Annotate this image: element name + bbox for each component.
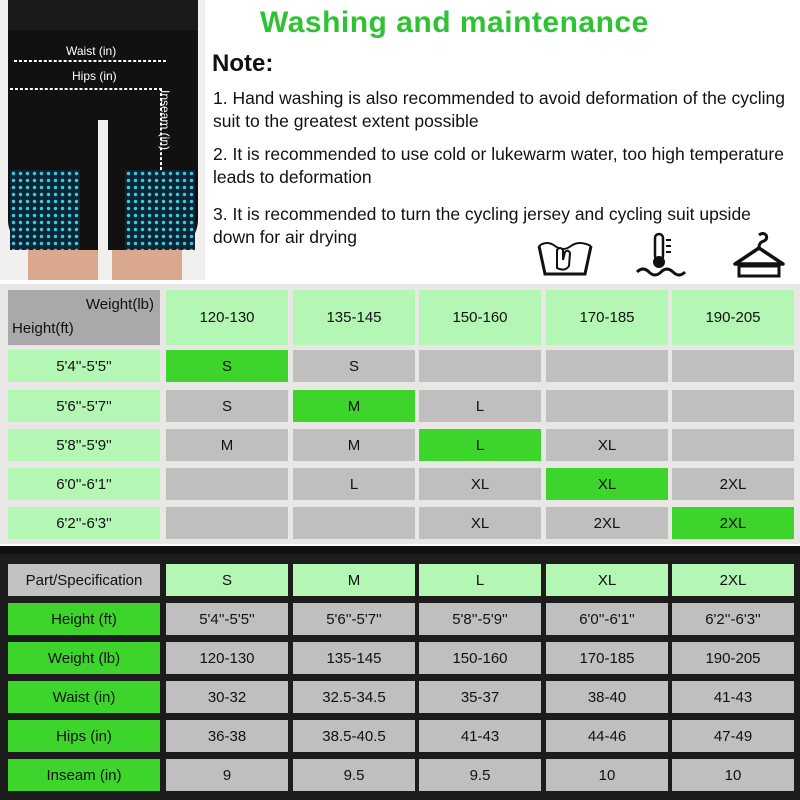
spec-row-label: Waist (in) (8, 681, 160, 713)
height-row-label: 5'6''-5'7'' (8, 390, 160, 422)
height-row-label: 6'0''-6'1'' (8, 468, 160, 500)
hand-wash-icon (535, 232, 595, 280)
spec-value: 5'8''-5'9'' (419, 603, 541, 635)
size-cell: 2XL (546, 507, 668, 539)
water-temperature-icon (633, 232, 689, 280)
spec-value: 10 (672, 759, 794, 791)
size-header: L (419, 564, 541, 596)
size-specification-table (0, 554, 800, 800)
spec-value: 6'0''-6'1'' (546, 603, 668, 635)
spec-value: 47-49 (672, 720, 794, 752)
height-row-label: 6'2''-6'3'' (8, 507, 160, 539)
size-cell: S (166, 390, 288, 422)
weight-header: 150-160 (419, 290, 541, 345)
weight-header: 190-205 (672, 290, 794, 345)
size-cell (166, 507, 288, 539)
spec-row-label: Inseam (in) (8, 759, 160, 791)
size-cell (546, 350, 668, 382)
size-cell (672, 350, 794, 382)
spec-value: 5'4''-5'5'' (166, 603, 288, 635)
size-header: XL (546, 564, 668, 596)
size-cell: M (293, 390, 415, 422)
spec-value: 38.5-40.5 (293, 720, 415, 752)
product-photo (0, 0, 205, 280)
spec-value: 150-160 (419, 642, 541, 674)
spec-value: 135-145 (293, 642, 415, 674)
spec-row-label: Hips (in) (8, 720, 160, 752)
waist-line (14, 60, 166, 62)
height-row-label: 5'4''-5'5'' (8, 350, 160, 382)
note-heading: Note: (212, 50, 274, 77)
height-row-label: 5'8''-5'9'' (8, 429, 160, 461)
spec-value: 6'2''-6'3'' (672, 603, 794, 635)
size-cell: M (293, 429, 415, 461)
height-weight-size-chart (0, 284, 800, 544)
size-cell (672, 390, 794, 422)
note-1: 1. Hand washing is also recommended to avoid deformation of the cycling suit to the greatest extent possible (213, 88, 785, 131)
size-cell: S (293, 350, 415, 382)
spec-row-label: Height (ft) (8, 603, 160, 635)
spec-value: 9.5 (293, 759, 415, 791)
spec-value: 9 (166, 759, 288, 791)
spec-value: 5'6''-5'7'' (293, 603, 415, 635)
hips-label: Hips (in) (72, 69, 117, 83)
spec-value: 41-43 (672, 681, 794, 713)
note-2: 2. It is recommended to use cold or lukewarm water, too high temperature leads to deformation (213, 144, 784, 187)
size-cell: XL (546, 429, 668, 461)
spec-corner: Part/Specification (8, 564, 160, 596)
spec-value: 170-185 (546, 642, 668, 674)
note-3: 3. It is recommended to turn the cycling jersey and cycling suit upside down for air drying (213, 204, 751, 247)
section-divider (0, 546, 800, 554)
spec-value: 9.5 (419, 759, 541, 791)
waistband (8, 0, 198, 30)
size-cell: XL (419, 468, 541, 500)
size-header: M (293, 564, 415, 596)
weight-header: 135-145 (293, 290, 415, 345)
size-header: 2XL (672, 564, 794, 596)
size-header: S (166, 564, 288, 596)
spec-value: 35-37 (419, 681, 541, 713)
weight-axis-label: Weight(lb) (85, 296, 154, 313)
size-cell (166, 468, 288, 500)
height-axis-label: Height(ft) (12, 320, 74, 337)
spec-value: 120-130 (166, 642, 288, 674)
spec-value: 32.5-34.5 (293, 681, 415, 713)
spec-value: 190-205 (672, 642, 794, 674)
spec-value: 10 (546, 759, 668, 791)
size-cell (419, 350, 541, 382)
weight-header: 170-185 (546, 290, 668, 345)
care-icons (535, 232, 795, 282)
size-cell (546, 390, 668, 422)
waist-label: Waist (in) (66, 44, 117, 58)
spec-value: 36-38 (166, 720, 288, 752)
size-cell: 2XL (672, 507, 794, 539)
size-cell (293, 507, 415, 539)
spec-value: 44-46 (546, 720, 668, 752)
size-cell: XL (419, 507, 541, 539)
spec-value: 30-32 (166, 681, 288, 713)
right-leg-pattern (125, 170, 195, 250)
spec-value: 38-40 (546, 681, 668, 713)
spec-value: 41-43 (419, 720, 541, 752)
page-title: Washing and maintenance (260, 6, 649, 39)
size-cell: L (419, 429, 541, 461)
size-cell: S (166, 350, 288, 382)
spec-row-label: Weight (lb) (8, 642, 160, 674)
size-cell: M (166, 429, 288, 461)
size-cell: L (293, 468, 415, 500)
size-cell (672, 429, 794, 461)
hips-line (10, 88, 162, 90)
size-cell: 2XL (672, 468, 794, 500)
size-cell: XL (546, 468, 668, 500)
hang-dry-icon (731, 232, 787, 280)
inseam-label: Inseam (in) (158, 90, 172, 151)
chart-corner (8, 290, 160, 345)
left-leg-pattern (10, 170, 80, 250)
weight-header: 120-130 (166, 290, 288, 345)
size-cell: L (419, 390, 541, 422)
